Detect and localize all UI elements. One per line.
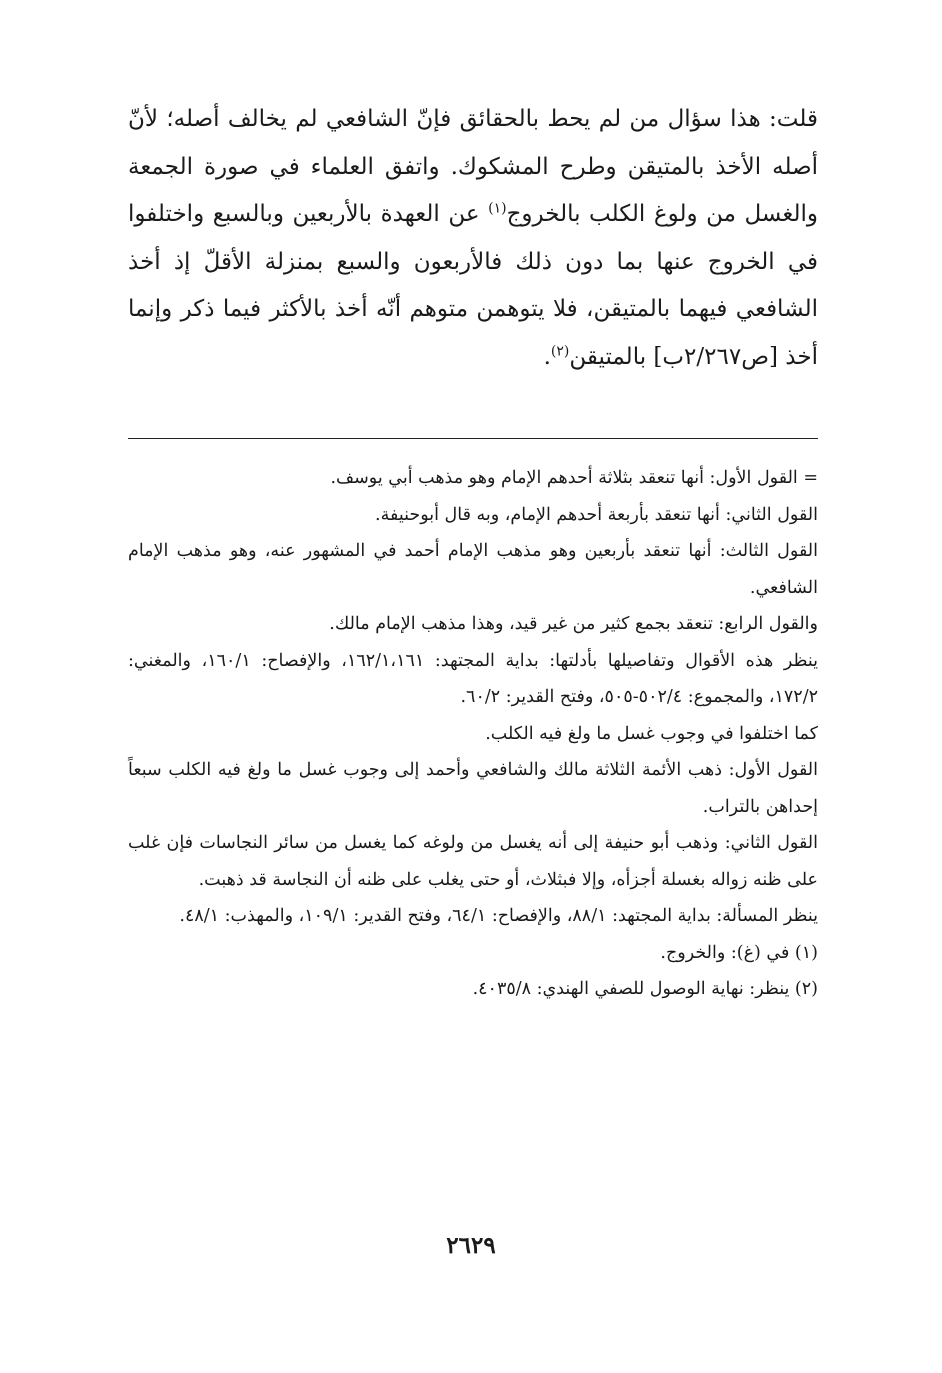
main-text-part-1: قلت: هذا سؤال من لم يحط بالحقائق فإنّ الشافعي لم يخالف أصله؛ لأنّ أصله الأخذ بالمتيقن وطرح المشكوك. واتفق العلماء في صورة الجمعة والغسل من ولوغ الكلب بالخروج: [128, 106, 819, 227]
footnote-line: كما اختلفوا في وجوب غسل ما ولغ فيه الكلب.: [485, 723, 818, 744]
main-text-part-2: عن العهدة بالأربعين وبالسبع واختلفوا في الخروج عنها بما دون ذلك فالأربعون والسبع بمنزلة الأقلّ إذ أخذ الشافعي فيهما بالمتيقن، فلا يتوهمن متوهم أنّه أخذ بالأكثر فيما ذكر وإنما أخذ [ص٢/٢٦٧ب] بالمتيقن: [128, 201, 818, 370]
footnote-2: (٢) ينظر: نهاية الوصول للصفي الهندي: ٤٠٣٥/٨.: [472, 979, 818, 999]
footnote-line: القول الثاني: وذهب أبو حنيفة إلى أنه يغسل من ولوغه كما يغسل من سائر النجاسات فإن غلب على ظنه زواله بغسلة أجزأه، وإلا فبثلاث، أو حتى يغلب على ظنه أن النجاسة قد ذهبت.: [128, 833, 818, 890]
main-text-part-3: .: [543, 343, 551, 370]
footnote-line: والقول الرابع: تنعقد بجمع كثير من غير قيد، وهذا مذهب الإمام مالك.: [329, 614, 818, 634]
footnote-reference-2: (٢): [550, 342, 570, 359]
footnote-divider: [128, 438, 818, 439]
footnote-line: ينظر المسألة: بداية المجتهد: ٨٨/١، والإفصاح: ٦٤/١، وفتح القدير: ١٠٩/١، والمهذب: ٤٨/١.: [179, 906, 818, 926]
footnote-line: ينظر هذه الأقوال وتفاصيلها بأدلتها: بداية المجتهد: ١٦٢/١،١٦١، والإفصاح: ١٦٠/١، والمغني: ١٧٢/٢، والمجموع: ٥٠٢/٤-٥٠٥، وفتح القدير: ٦٠/٢.: [128, 650, 818, 707]
page-number: ٢٦٢٩: [446, 1232, 496, 1259]
footnote-line: القول الثالث: أنها تنعقد بأربعين وهو مذهب الإمام أحمد في المشهور عنه، وهو مذهب الإمام الشافعي.: [128, 541, 818, 598]
footnote-line: القول الثاني: أنها تنعقد بأربعة أحدهم الإمام، وبه قال أبوحنيفة.: [375, 504, 818, 525]
footnote-line: = القول الأول: أنها تنعقد بثلاثة أحدهم الإمام وهو مذهب أبي يوسف.: [330, 468, 818, 488]
footnotes-section: [128, 460, 818, 1008]
footnote-1: (١) في (غ): والخروج.: [660, 942, 818, 963]
footnote-reference-1: (١): [488, 200, 507, 217]
main-text-block: [128, 96, 818, 381]
footnote-line: القول الأول: ذهب الأئمة الثلاثة مالك والشافعي وأحمد إلى وجوب غسل ما ولغ فيه الكلب سبعاً إحداهن بالتراب.: [128, 760, 818, 817]
main-paragraph: [128, 96, 818, 381]
